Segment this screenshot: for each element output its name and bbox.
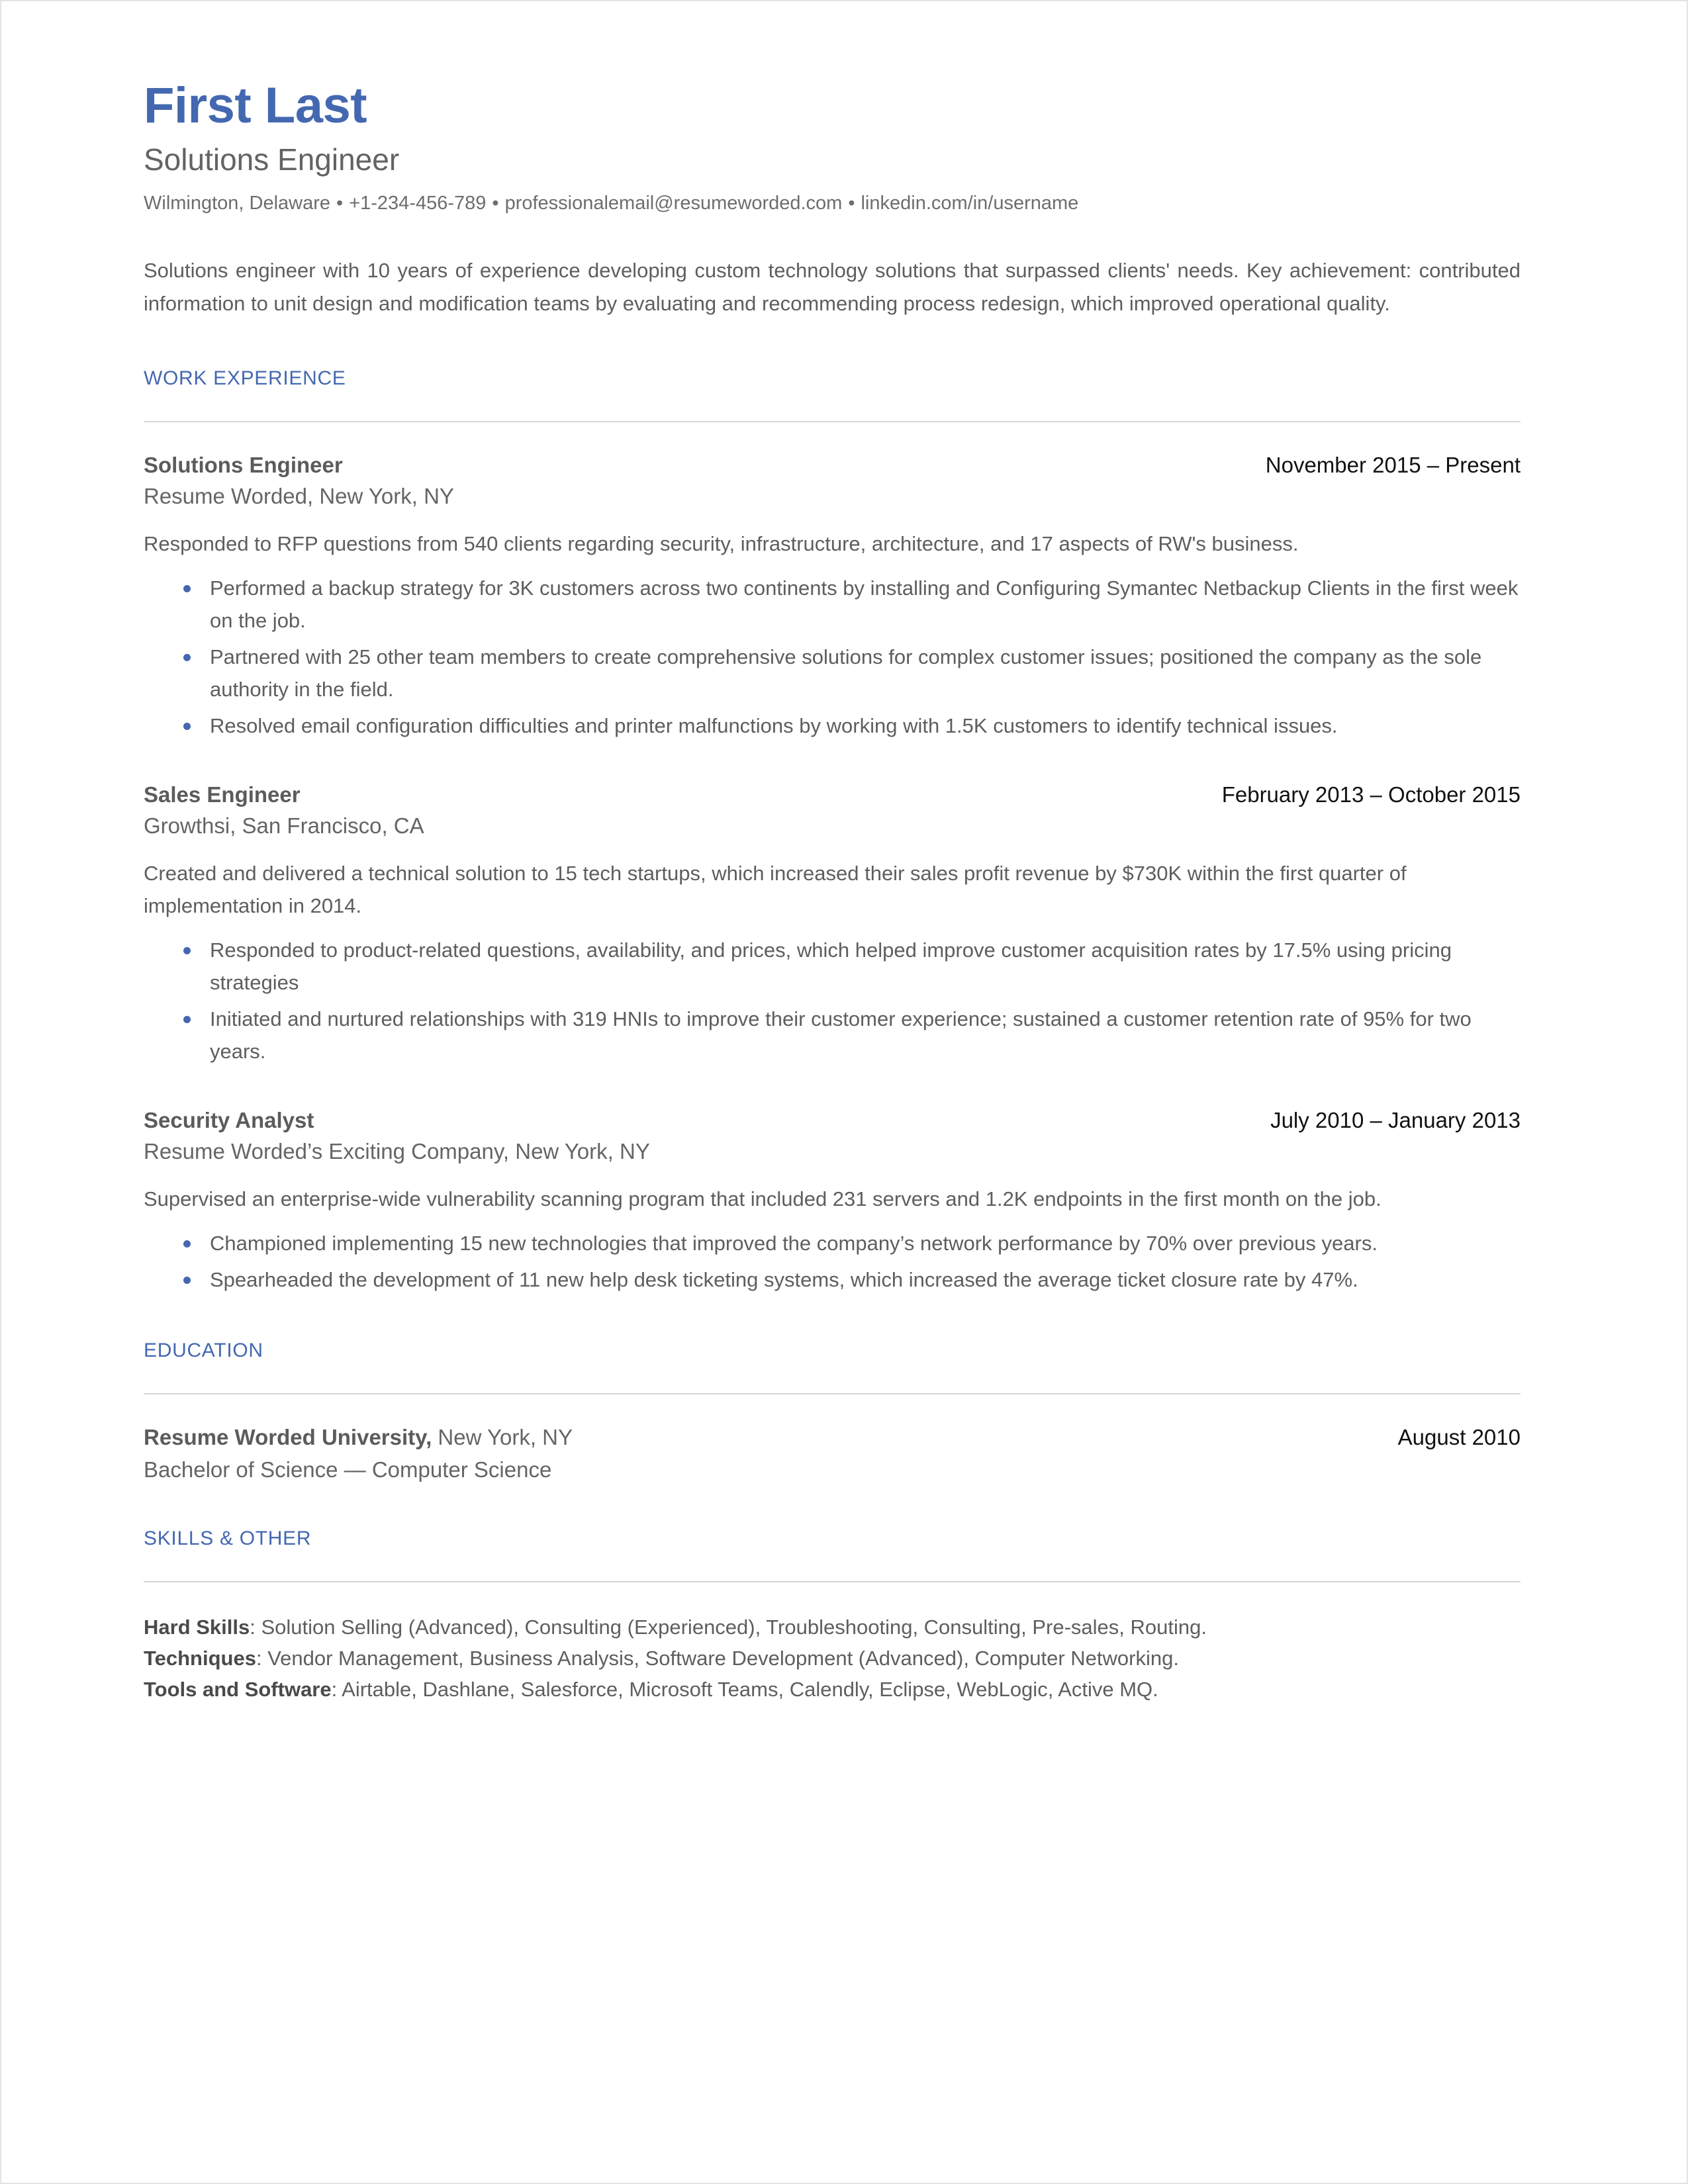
job-company: Resume Worded, New York, NY: [144, 484, 454, 509]
work-entry: [144, 451, 1521, 743]
section-divider-skills: [144, 1581, 1521, 1582]
job-company: Growthsi, San Francisco, CA: [144, 813, 424, 839]
bullet-text: Resolved email configuration difficulties and printer malfunctions by working with 1.5K customers to identify technical issues.: [210, 713, 1338, 737]
section-heading-education: EDUCATION: [144, 1339, 263, 1361]
contact-separator-2: •: [492, 193, 499, 214]
bullet-text: Performed a backup strategy for 3K customers across two continents by installing and Configuring Symantec Netbackup Clients in the first week on the job.: [210, 576, 1519, 633]
bullet-dot-icon: [183, 585, 191, 592]
bullet-dot-icon: [183, 654, 191, 661]
work-entry: [144, 1107, 1521, 1297]
bullet-text: Championed implementing 15 new technologies that improved the company’s network performance by 70% over previous years.: [210, 1231, 1378, 1255]
list-item: [144, 934, 1521, 999]
job-title: Security Analyst: [144, 1107, 314, 1132]
job-description: Supervised an enterprise-wide vulnerability scanning program that included 231 servers and 1.2K endpoints in the first month on the job.: [144, 1187, 1382, 1211]
section-heading-work-experience: WORK EXPERIENCE: [144, 367, 346, 389]
list-item: [144, 710, 1521, 743]
job-role-subtitle: Solutions Engineer: [144, 142, 400, 177]
list-item: [144, 1003, 1521, 1068]
professional-summary: Solutions engineer with 10 years of experience developing custom technology solutions that surpassed clients' needs. Key achievement: contributed information to unit design and modification teams by evaluating and recommending process redesign, which improved operational quality.: [144, 258, 1521, 315]
job-title: Sales Engineer: [144, 782, 301, 807]
job-date: November 2015 – Present: [1265, 452, 1521, 477]
contact-separator-1: •: [336, 193, 344, 214]
skill-value: : Airtable, Dashlane, Salesforce, Microsoft Teams, Calendly, Eclipse, WebLogic, Active MQ.: [331, 1677, 1158, 1701]
contact-email[interactable]: professionalemail@resumeworded.com: [504, 193, 843, 214]
work-entry-header: [144, 1107, 1521, 1134]
job-description: Responded to RFP questions from 540 clients regarding security, infrastructure, architecture, and 17 aspects of RW's business.: [144, 532, 1299, 556]
skill-label: Hard Skills: [144, 1615, 250, 1639]
work-entry-header: [144, 451, 1521, 478]
bullet-dot-icon: [183, 947, 191, 954]
list-item: [144, 641, 1521, 706]
job-title: Solutions Engineer: [144, 452, 343, 477]
list-item: [144, 572, 1521, 637]
bullet-text: Partnered with 25 other team members to create comprehensive solutions for complex customer issues; positioned the company as the sole authority in the field.: [210, 645, 1482, 701]
skill-line: [144, 1674, 1521, 1705]
education-school-location: New York, NY: [432, 1424, 573, 1449]
skill-label: Techniques: [144, 1646, 256, 1670]
education-date: August 2010: [1397, 1424, 1521, 1449]
work-entry-header: [144, 781, 1521, 808]
education-entry: [144, 1424, 1521, 1484]
list-item: [144, 1264, 1521, 1297]
skills-list: [144, 1612, 1521, 1705]
contact-separator-3: •: [848, 193, 855, 214]
education-entry-header: [144, 1424, 1521, 1452]
job-bullet-list: [144, 1228, 1521, 1297]
resume-content: [144, 79, 1521, 1705]
contact-line: [144, 191, 1521, 216]
job-company: Resume Worded’s Exciting Company, New York, NY: [144, 1139, 650, 1164]
education-degree: Bachelor of Science — Computer Science: [144, 1457, 552, 1482]
contact-phone[interactable]: +1-234-456-789: [349, 193, 487, 214]
job-bullet-list: [144, 572, 1521, 743]
skill-value: : Solution Selling (Advanced), Consulting (Experienced), Troubleshooting, Consulting, Pre-sales, Routing.: [250, 1615, 1207, 1639]
education-school-name: Resume Worded University,: [144, 1424, 432, 1449]
contact-linkedin[interactable]: linkedin.com/in/username: [861, 193, 1079, 214]
bullet-dot-icon: [183, 1240, 191, 1248]
bullet-dot-icon: [183, 1016, 191, 1023]
job-date: February 2013 – October 2015: [1221, 782, 1521, 807]
bullet-text: Initiated and nurtured relationships with 319 HNIs to improve their customer experience; sustained a customer retention rate of 95% for two years.: [210, 1007, 1472, 1063]
bullet-dot-icon: [183, 723, 191, 730]
section-divider-work: [144, 421, 1521, 422]
contact-location: Wilmington, Delaware: [144, 193, 331, 214]
bullet-text: Responded to product-related questions, availability, and prices, which helped improve customer acquisition rates by 17.5% using pricing strategies: [210, 938, 1452, 994]
skill-line: [144, 1612, 1521, 1643]
bullet-dot-icon: [183, 1277, 191, 1284]
list-item: [144, 1228, 1521, 1260]
job-date: July 2010 – January 2013: [1270, 1107, 1521, 1132]
education-school: [144, 1424, 573, 1452]
skill-label: Tools and Software: [144, 1677, 332, 1701]
work-entry: [144, 781, 1521, 1068]
job-description: Created and delivered a technical solution to 15 tech startups, which increased their sales profit revenue by $730K within the first quarter of implementation in 2014.: [144, 862, 1407, 918]
page-title: First Last: [144, 77, 367, 134]
skill-value: : Vendor Management, Business Analysis, Software Development (Advanced), Computer Networking.: [256, 1646, 1179, 1670]
job-bullet-list: [144, 934, 1521, 1068]
skill-line: [144, 1643, 1521, 1674]
section-divider-education: [144, 1393, 1521, 1394]
section-heading-skills: SKILLS & OTHER: [144, 1527, 312, 1549]
bullet-text: Spearheaded the development of 11 new help desk ticketing systems, which increased the average ticket closure rate by 47%.: [210, 1267, 1358, 1291]
